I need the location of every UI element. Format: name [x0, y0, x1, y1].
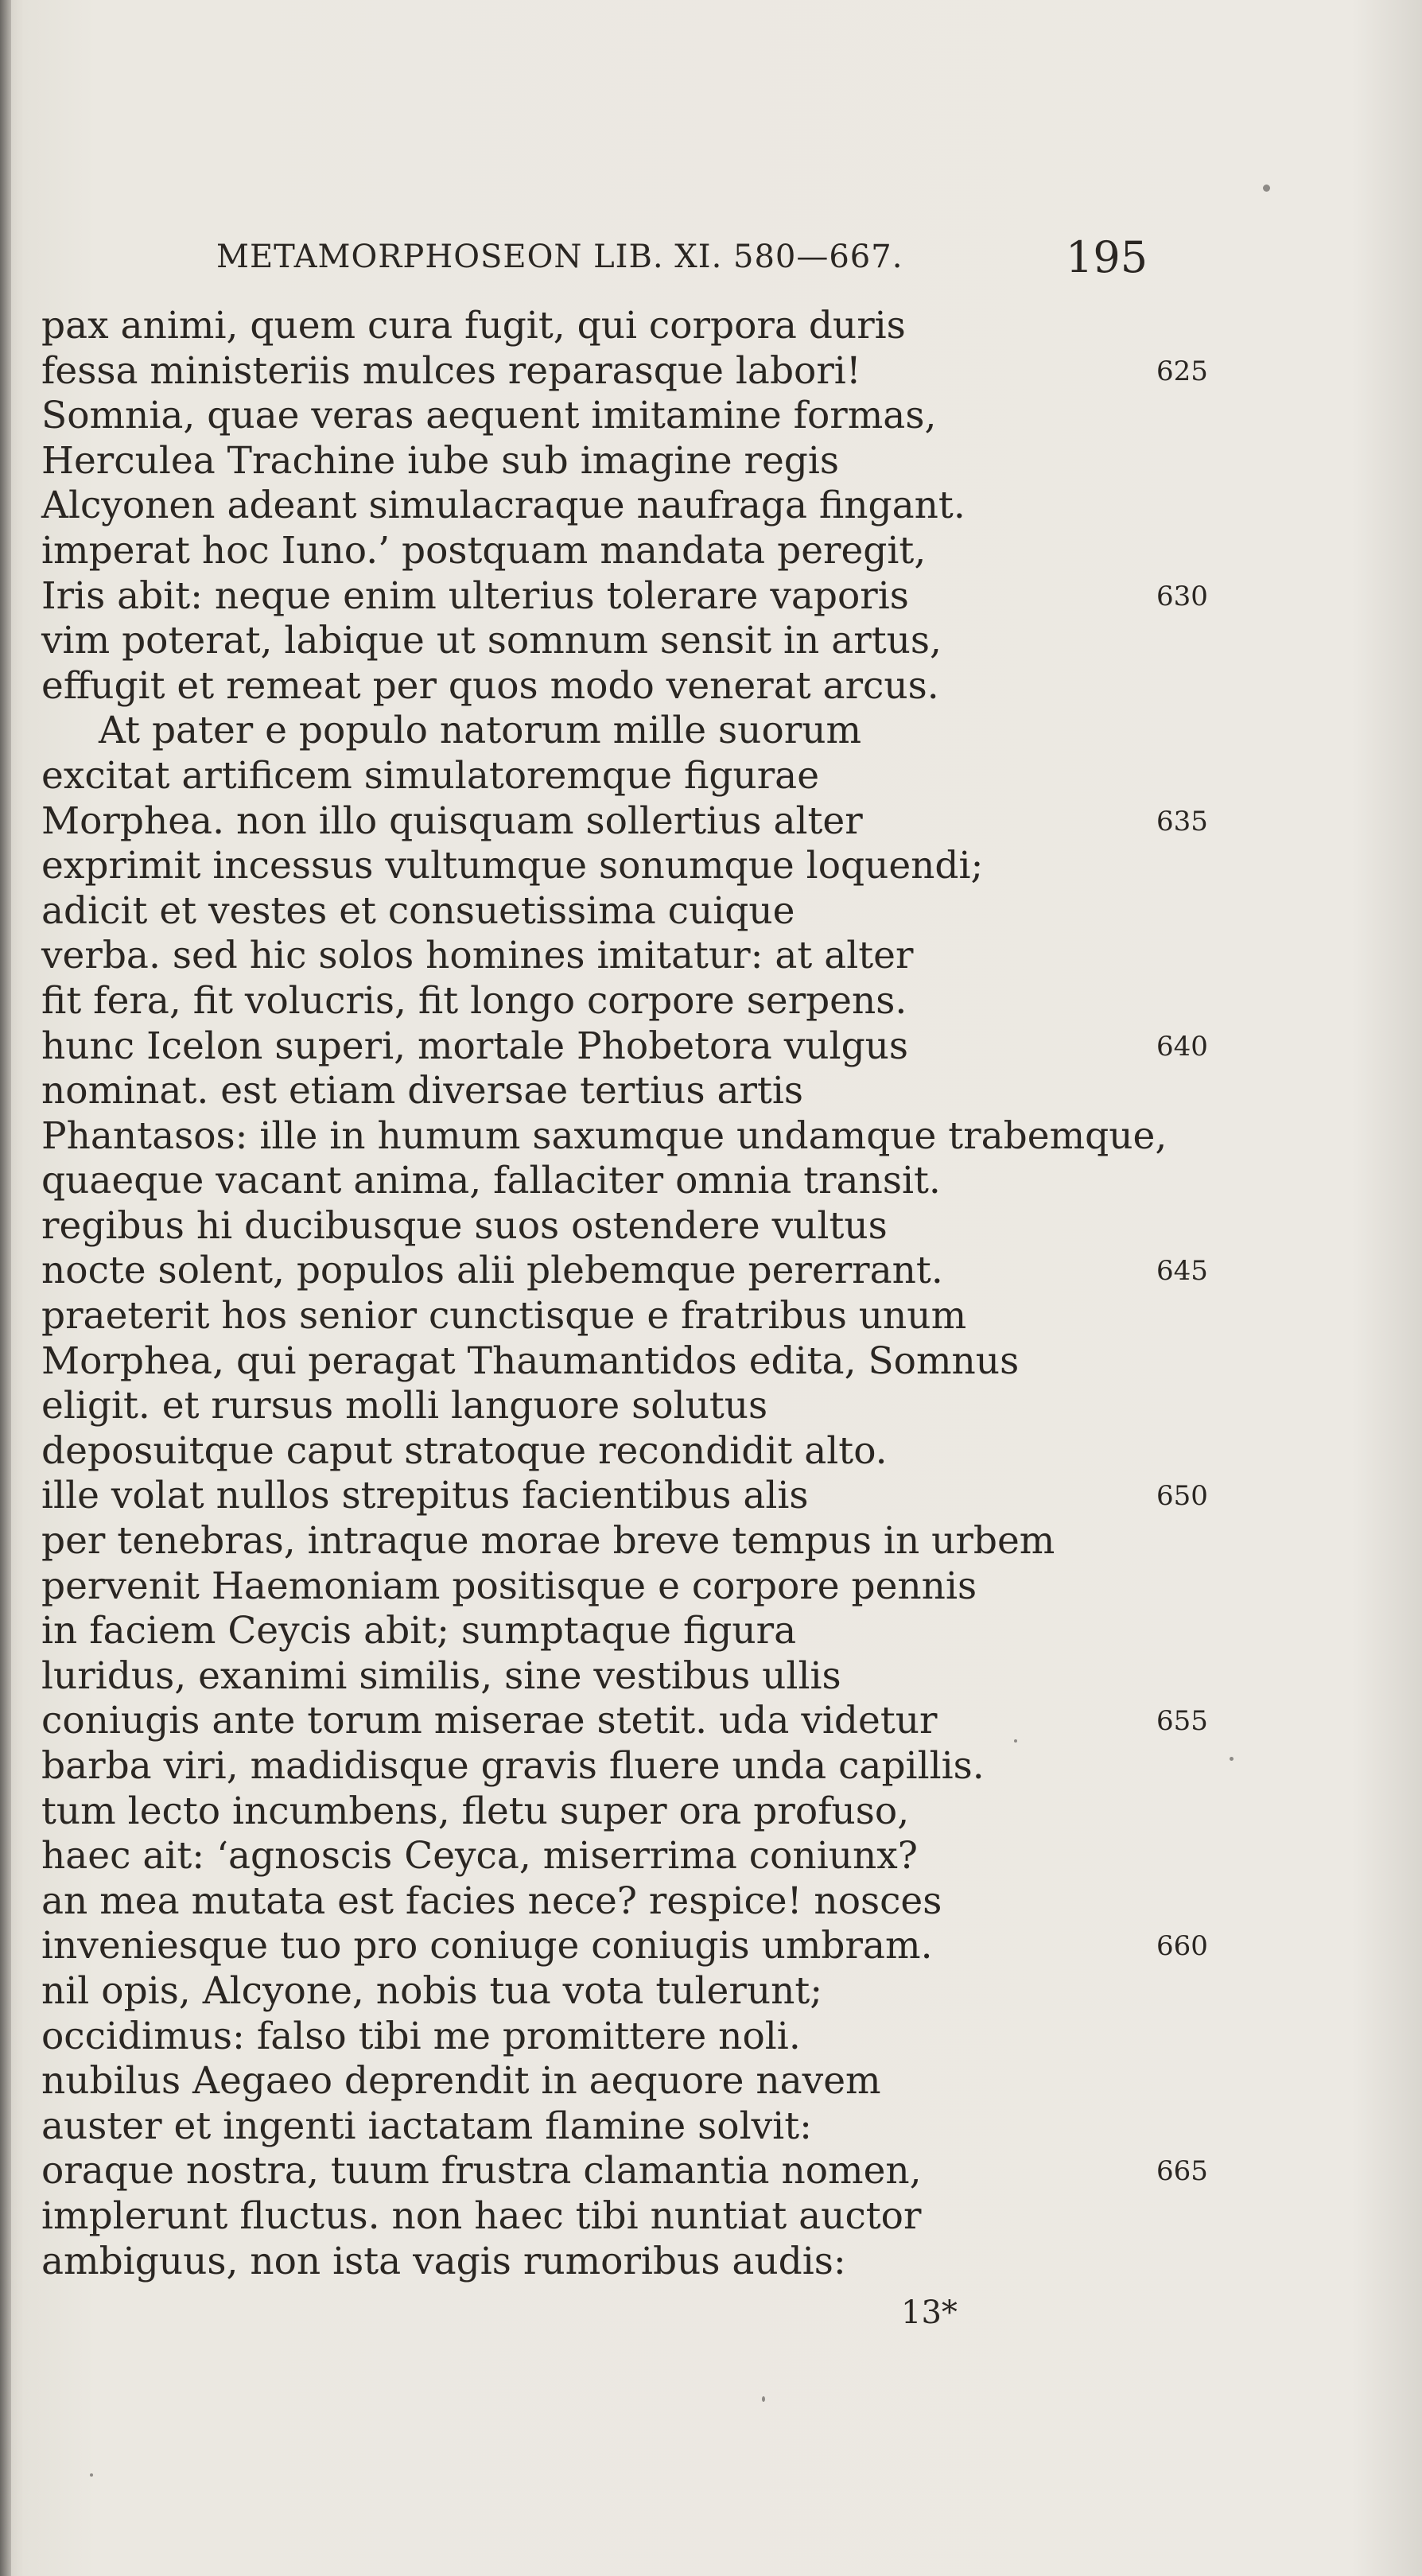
- verse-line: [41, 2104, 1218, 2150]
- verse-text: hunc Icelon superi, mortale Phobetora vulgus: [41, 1024, 909, 1068]
- verse-text: Alcyonen adeant simulacraque naufraga fingant.: [41, 484, 965, 528]
- verse-text: Somnia, quae veras aequent imitamine formas,: [41, 394, 937, 438]
- verse-text: nubilus Aegaeo deprendit in aequore navem: [41, 2059, 881, 2104]
- verse-text: verba. sed hic solos homines imitatur: at alter: [41, 934, 914, 978]
- verse-line: [41, 2149, 1218, 2194]
- verse-text: vim poterat, labique ut somnum sensit in artus,: [41, 619, 942, 663]
- verse-text: implerunt fluctus. non haec tibi nuntiat auctor: [41, 2193, 922, 2238]
- verse-line: [41, 1969, 1218, 2015]
- verse-line: [41, 2240, 1218, 2285]
- paper-speck: [1263, 185, 1270, 192]
- verse-line: [41, 844, 1218, 889]
- book-spine-shadow: [0, 0, 11, 2576]
- paper-speck: [1230, 1757, 1234, 1761]
- verse-text: imperat hoc Iuno.’ postquam mandata peregit,: [41, 528, 927, 573]
- line-number: 645: [1156, 1255, 1208, 1288]
- verse-line: [41, 1924, 1218, 1969]
- paper-speck: [90, 2473, 93, 2477]
- verse-text: pervenit Haemoniam positisque e corpore pennis: [41, 1564, 977, 1608]
- paper-speck: [762, 2396, 765, 2402]
- verse-line: [41, 1654, 1218, 1700]
- verse-line: [41, 1879, 1218, 1925]
- verse-line: [41, 934, 1218, 979]
- poem-text: [41, 304, 1218, 2284]
- verse-text: adicit et vestes et consuetissima cuique: [41, 888, 795, 933]
- verse-line: [41, 1789, 1218, 1835]
- verse-text: coniugis ante torum miserae stetit. uda videtur: [41, 1699, 938, 1743]
- verse-text: excitat artificem simulatoremque figurae: [41, 753, 820, 798]
- verse-line: [41, 1564, 1218, 1610]
- page-header: [0, 232, 1422, 288]
- verse-line: [41, 1114, 1218, 1160]
- verse-text: Morphea. non illo quisquam sollertius alter: [41, 798, 863, 843]
- verse-text: ambiguus, non ista vagis rumoribus audis:: [41, 2239, 846, 2283]
- verse-text: an mea mutata est facies nece? respice! nosces: [41, 1879, 942, 1923]
- verse-line: [41, 979, 1218, 1024]
- verse-text: nominat. est etiam diversae tertius artis: [41, 1069, 804, 1113]
- verse-line: [41, 619, 1218, 664]
- verse-text: fit fera, fit volucris, fit longo corpore serpens.: [41, 978, 907, 1023]
- verse-line: [41, 574, 1218, 620]
- line-number: 650: [1156, 1480, 1208, 1513]
- verse-text: quaeque vacant anima, fallaciter omnia transit.: [41, 1159, 941, 1203]
- verse-line: [41, 1474, 1218, 1519]
- verse-line: [41, 889, 1218, 934]
- verse-text: regibus hi ducibusque suos ostendere vultus: [41, 1203, 888, 1248]
- verse-line: [41, 1294, 1218, 1339]
- verse-line: [41, 484, 1218, 529]
- verse-line: [41, 529, 1218, 574]
- verse-text: nocte solent, populos alii plebemque pererrant.: [41, 1249, 943, 1293]
- verse-line: [41, 304, 1218, 349]
- verse-line: [41, 1429, 1218, 1474]
- verse-text: in faciem Ceycis abit; sumptaque figura: [41, 1609, 797, 1653]
- verse-text: per tenebras, intraque morae breve tempus in urbem: [41, 1519, 1055, 1564]
- verse-line: [41, 754, 1218, 799]
- verse-text: inveniesque tuo pro coniuge coniugis umbram.: [41, 1924, 933, 1968]
- page-number: 195: [1066, 232, 1148, 282]
- verse-line: [41, 349, 1218, 394]
- verse-text: Phantasos: ille in humum saxumque undamque trabemque,: [41, 1113, 1168, 1158]
- verse-text: barba viri, madidisque gravis fluere unda capillis.: [41, 1744, 985, 1788]
- paper-speck: [1014, 1739, 1017, 1743]
- verse-text: luridus, exanimi similis, sine vestibus ullis: [41, 1653, 841, 1698]
- verse-line: [41, 1699, 1218, 1744]
- verse-text: Iris abit: neque enim ulterius tolerare vaporis: [41, 573, 909, 618]
- verse-text: Herculea Trachine iube sub imagine regis: [41, 438, 839, 483]
- verse-text: occidimus: falso tibi me promittere noli.: [41, 2014, 801, 2058]
- line-number: 625: [1156, 355, 1208, 387]
- verse-line: [41, 2015, 1218, 2060]
- verse-text: fessa ministeriis mulces reparasque labori!: [41, 348, 861, 393]
- verse-text: exprimit incessus vultumque sonumque loquendi;: [41, 844, 984, 888]
- verse-line: [41, 2059, 1218, 2104]
- verse-text: Morphea, qui peragat Thaumantidos edita, Somnus: [41, 1339, 1020, 1383]
- verse-line: [41, 1249, 1218, 1294]
- verse-line: [41, 1069, 1218, 1114]
- verse-line: [41, 799, 1218, 845]
- signature-mark: 13*: [901, 2294, 958, 2331]
- line-number: 630: [1156, 580, 1208, 612]
- line-number: 640: [1156, 1030, 1208, 1063]
- verse-line: [41, 664, 1218, 709]
- verse-line: [41, 1744, 1218, 1789]
- verse-line: [41, 1609, 1218, 1654]
- line-number: 655: [1156, 1705, 1208, 1738]
- line-number: 660: [1156, 1930, 1208, 1963]
- verse-text: tum lecto incumbens, fletu super ora profuso,: [41, 1789, 910, 1833]
- running-title: METAMORPHOSEON LIB. XI. 580—667.: [216, 239, 903, 275]
- verse-text: nil opis, Alcyone, nobis tua vota tulerunt;: [41, 1968, 823, 2013]
- verse-text: eligit. et rursus molli languore solutus: [41, 1384, 768, 1428]
- verse-line: [41, 1024, 1218, 1070]
- verse-line: [41, 439, 1218, 484]
- verse-text: haec ait: ‘agnoscis Ceyca, miserrima coniunx?: [41, 1834, 918, 1879]
- verse-line: [41, 2194, 1218, 2240]
- verse-line: [41, 394, 1218, 439]
- verse-text: effugit et remeat per quos modo venerat arcus.: [41, 663, 939, 708]
- verse-line: [41, 1519, 1218, 1564]
- verse-text: praeterit hos senior cunctisque e fratribus unum: [41, 1294, 967, 1339]
- verse-line: [41, 1159, 1218, 1204]
- verse-line: [41, 1339, 1218, 1385]
- verse-text: At pater e populo natorum mille suorum: [99, 709, 862, 753]
- verse-text: auster et ingenti iactatam flamine solvit:: [41, 2104, 812, 2148]
- verse-line: [41, 1384, 1218, 1429]
- verse-line: [41, 1204, 1218, 1249]
- verse-line: [41, 1834, 1218, 1879]
- line-number: 665: [1156, 2155, 1208, 2188]
- verse-text: deposuitque caput stratoque recondidit alto.: [41, 1428, 888, 1473]
- verse-line: [41, 709, 1218, 754]
- verse-text: pax animi, quem cura fugit, qui corpora duris: [41, 304, 906, 348]
- verse-text: oraque nostra, tuum frustra clamantia nomen,: [41, 2149, 922, 2193]
- verse-text: ille volat nullos strepitus facientibus alis: [41, 1474, 809, 1518]
- line-number: 635: [1156, 805, 1208, 837]
